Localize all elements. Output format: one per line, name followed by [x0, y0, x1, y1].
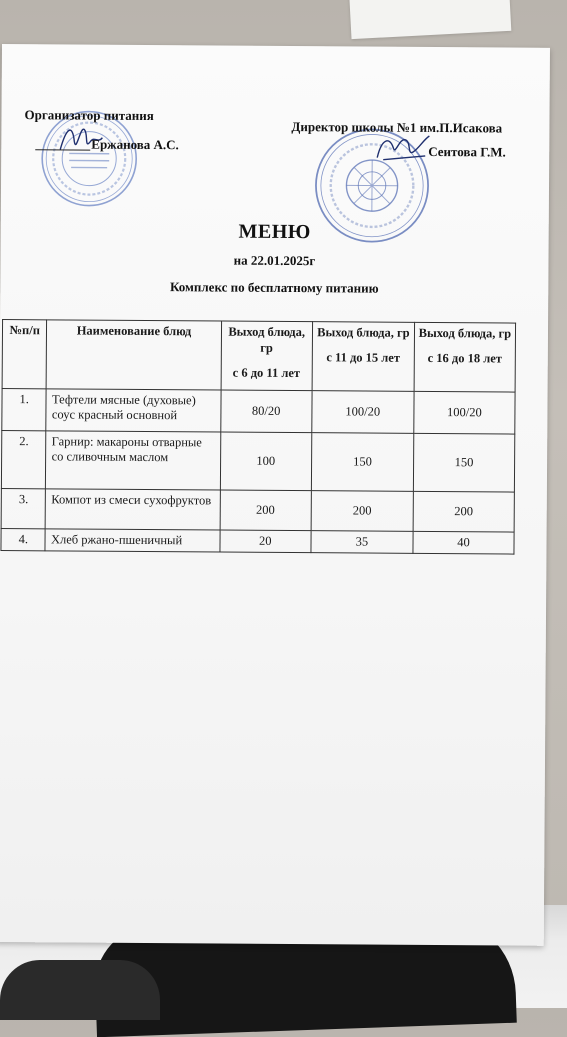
portion-16-18: 100/20 — [414, 391, 515, 434]
portion-6-11: 200 — [220, 490, 312, 531]
portion-11-15: 100/20 — [312, 391, 414, 434]
portion-6-11: 80/20 — [220, 390, 312, 433]
document-title: МЕНЮ — [1, 219, 549, 246]
organizer-name: Ержанова А.С. — [91, 137, 179, 154]
portion-6-11: 100 — [220, 432, 312, 491]
table-row — [1, 529, 514, 555]
table-header-row — [2, 320, 515, 393]
row-number: 3. — [1, 489, 46, 529]
dish-name: Компот из смеси сухофруктов — [46, 489, 220, 530]
header-dish-name: Наименование блюд — [47, 320, 222, 390]
organizer-title: Организатор питания — [24, 107, 153, 124]
menu-table — [0, 319, 516, 555]
menu-complex-name: Комплекс по бесплатному питанию — [0, 278, 548, 298]
table-row — [1, 489, 514, 533]
background-dark-object-left — [0, 960, 160, 1020]
portion-11-15: 150 — [311, 433, 413, 492]
director-title: Директор школы №1 им.П.Исакова — [291, 119, 502, 136]
menu-document-sheet — [0, 44, 550, 946]
header-portion-11-15: Выход блюда, гр с 11 до 15 лет — [312, 322, 414, 392]
portion-11-15: 35 — [311, 531, 413, 554]
row-number: 4. — [1, 529, 46, 551]
dish-name: Хлеб ржано-пшеничный — [45, 529, 219, 552]
portion-16-18: 40 — [413, 531, 514, 554]
portion-16-18: 200 — [413, 491, 514, 532]
portion-11-15: 200 — [311, 491, 413, 532]
header-number: №п/п — [2, 320, 47, 389]
portion-16-18: 150 — [413, 433, 515, 492]
director-name: Сеитова Г.М. — [428, 144, 506, 161]
row-number: 2. — [1, 431, 46, 489]
dish-name: Тефтели мясные (духовые) соус красный основной — [46, 389, 220, 432]
dish-name: Гарнир: макароны отварные со сливочным маслом — [46, 431, 220, 490]
header-portion-16-18: Выход блюда, гр с 16 до 18 лет — [414, 322, 516, 392]
table-row — [2, 389, 515, 435]
background-paper-sheet — [349, 0, 512, 39]
row-number: 1. — [2, 389, 47, 431]
table-row — [1, 431, 514, 493]
header-portion-6-11: Выход блюда, гр с 6 до 11 лет — [221, 321, 313, 391]
portion-6-11: 20 — [219, 530, 310, 553]
menu-date: на 22.01.2025г — [0, 251, 548, 271]
